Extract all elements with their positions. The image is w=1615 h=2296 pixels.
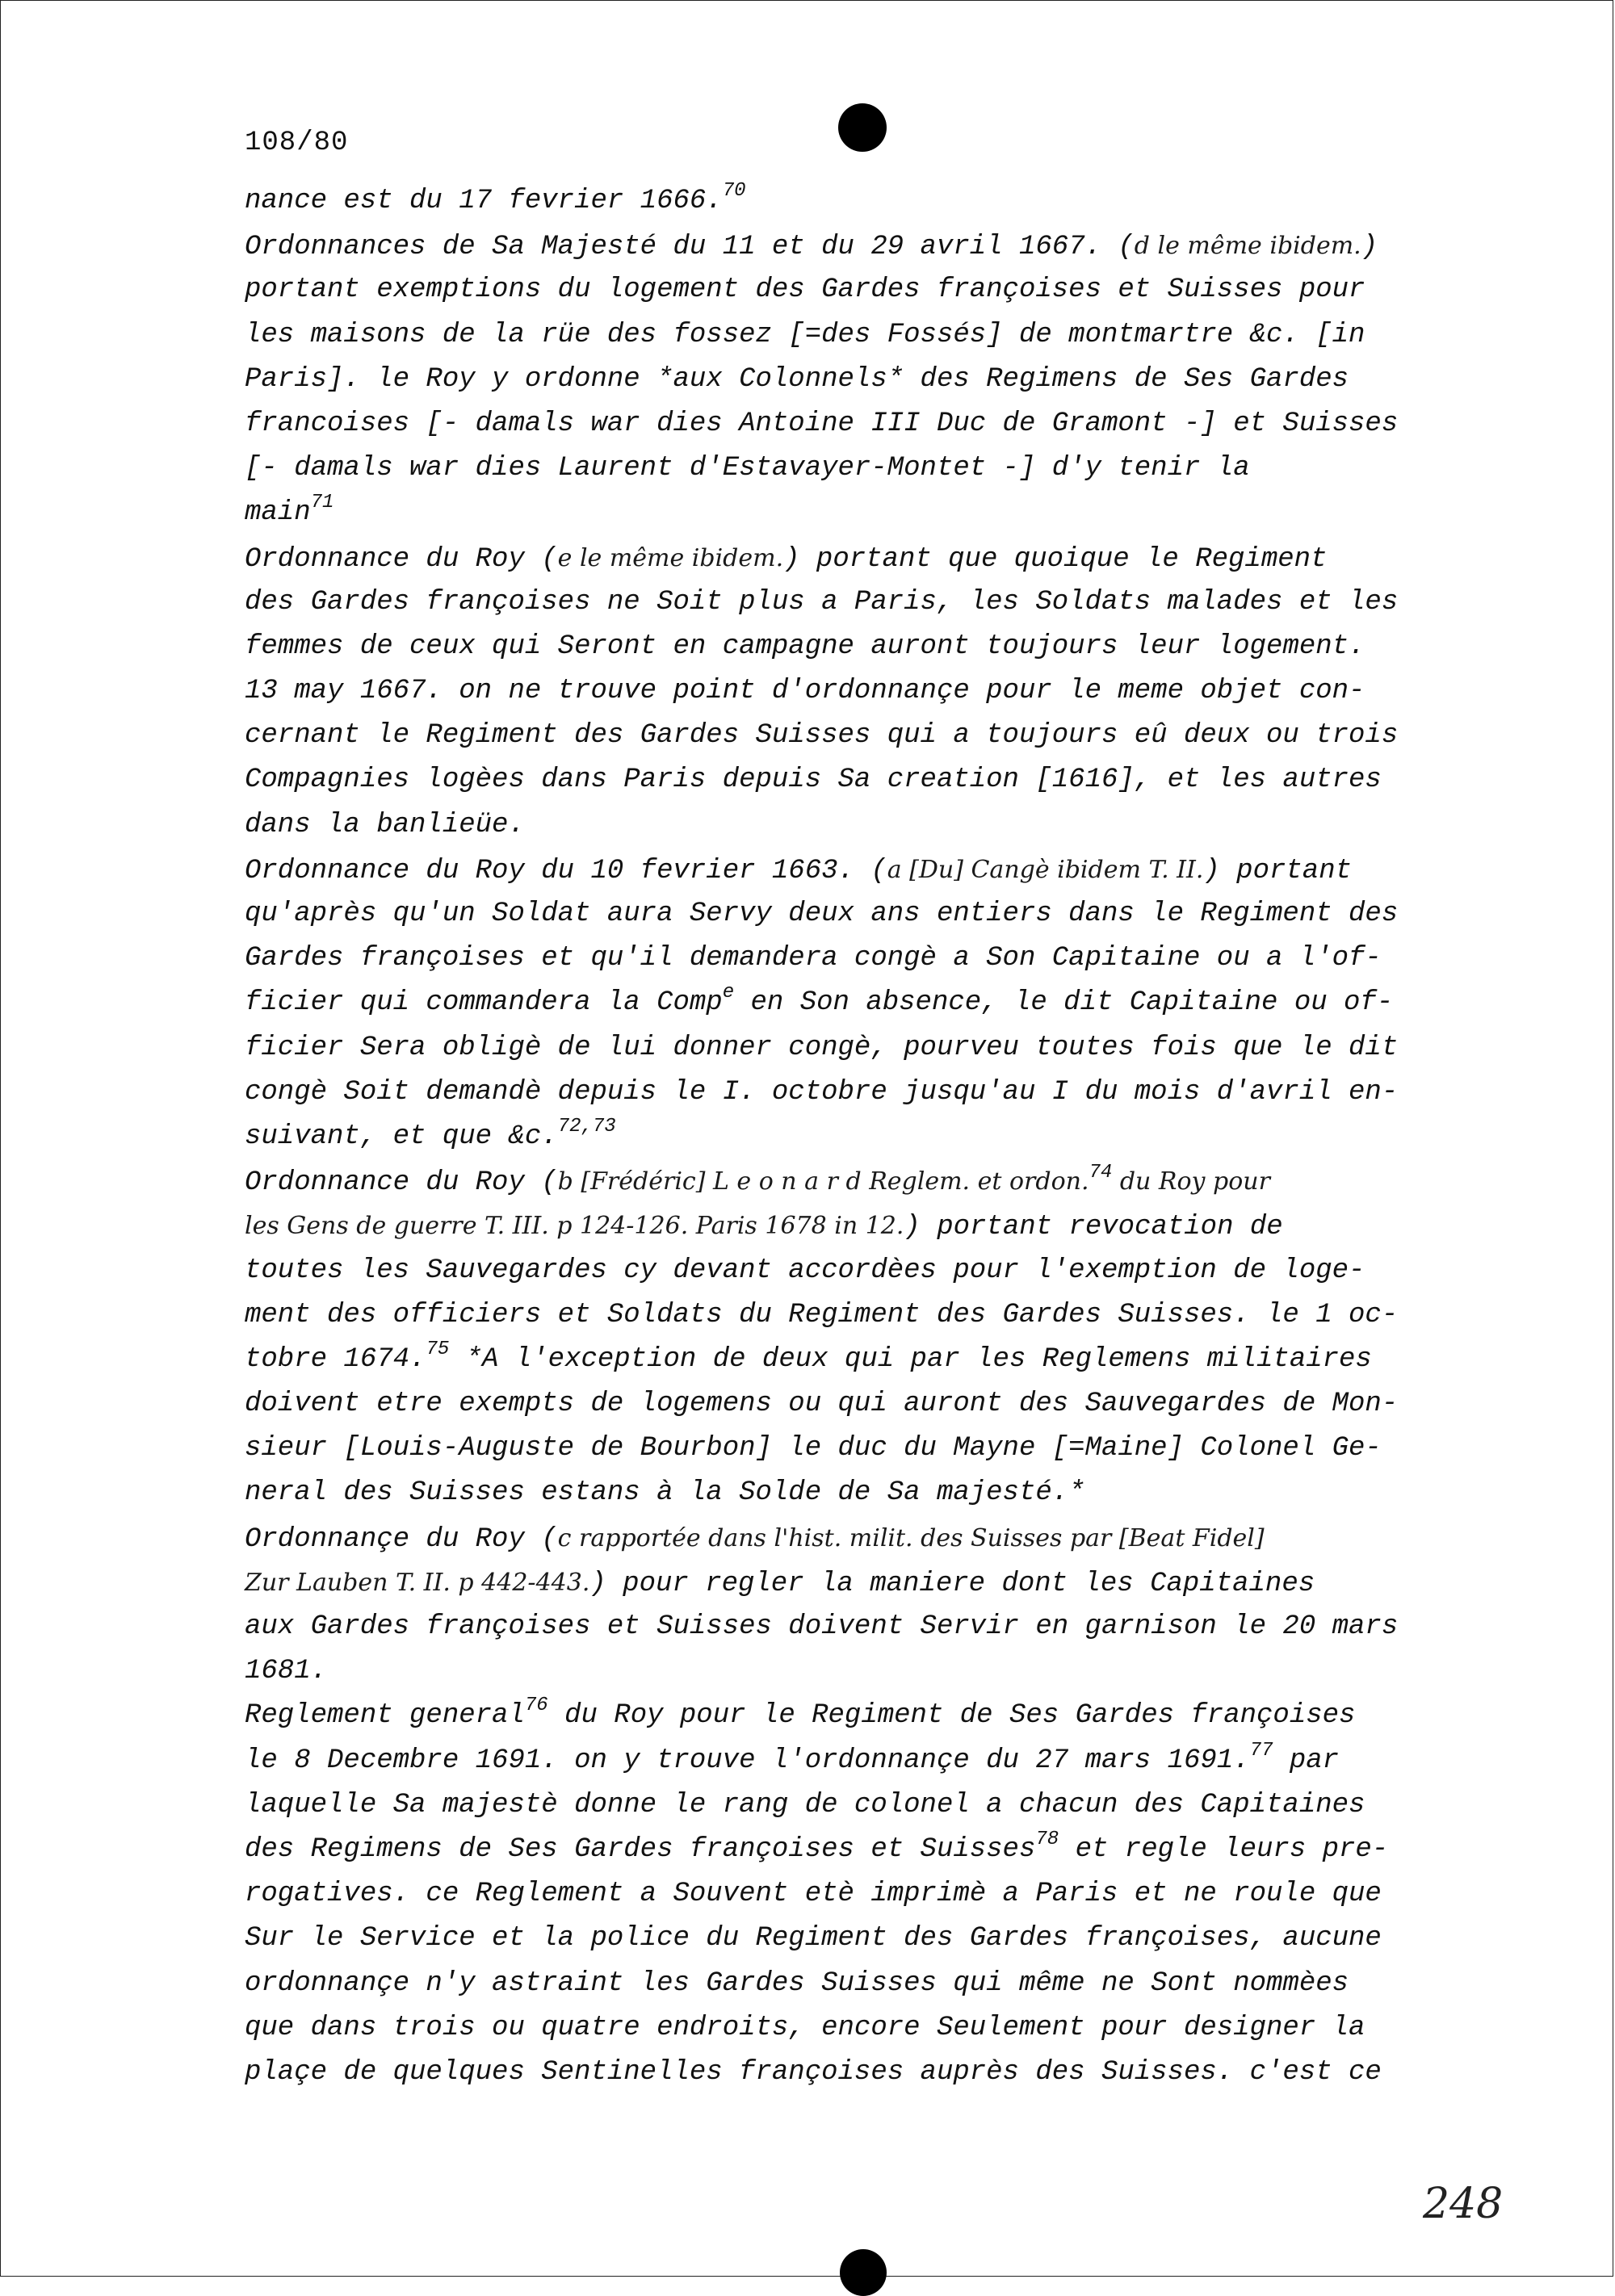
archive-number-handwritten: 248 bbox=[1423, 2180, 1504, 2228]
text-span: 13 may 1667. on ne trouve point d'ordonnançe pour le meme objet con- bbox=[245, 676, 1365, 707]
text-line bbox=[245, 669, 1512, 714]
footnote-marker: 75 bbox=[426, 1338, 450, 1360]
footnote-marker: e bbox=[722, 982, 735, 1004]
text-line bbox=[245, 358, 1512, 402]
text-span: Ordonnançe du Roy ( bbox=[245, 1523, 558, 1555]
text-line bbox=[245, 268, 1512, 312]
text-span: le 8 Decembre 1691. on y trouve l'ordonnançe du 27 mars 1691. bbox=[245, 1745, 1250, 1776]
punch-hole bbox=[840, 2249, 887, 2296]
text-span: que dans trois ou quatre endroits, encore Seulement pour designer la bbox=[245, 2012, 1365, 2043]
text-span: plaçe de quelques Sentinelles françoises auprès des Suisses. c'est ce bbox=[245, 2056, 1382, 2088]
footnote-marker: 78 bbox=[1035, 1828, 1059, 1850]
text-line bbox=[245, 1516, 1512, 1561]
text-line bbox=[245, 1649, 1512, 1694]
text-line bbox=[245, 1070, 1512, 1115]
text-line bbox=[245, 1872, 1512, 1917]
text-line bbox=[245, 1605, 1512, 1649]
text-line bbox=[245, 1783, 1512, 1828]
text-line bbox=[245, 2051, 1512, 2095]
text-line bbox=[245, 981, 1512, 1025]
text-line bbox=[245, 313, 1512, 358]
text-line bbox=[245, 803, 1512, 848]
text-span: suivant, et que &c. bbox=[245, 1121, 558, 1152]
text-span: *A l'exception de deux qui par les Reglemens militaires bbox=[449, 1343, 1372, 1375]
text-span: main bbox=[245, 497, 311, 529]
handwritten-annotation: les Gens de guerre T. III. p 124-126. Paris 1678 in 12. bbox=[245, 1212, 904, 1241]
text-line bbox=[245, 446, 1512, 491]
text-span: ficier Sera obligè de lui donner congè, pourveu toutes fois que le dit bbox=[245, 1032, 1399, 1063]
text-line bbox=[245, 714, 1512, 758]
text-span: Compagnies logèes dans Paris depuis Sa creation [1616], et les autres bbox=[245, 765, 1382, 796]
text-span: ficier qui commandera la Comp bbox=[245, 987, 723, 1019]
page-number: 108/80 bbox=[245, 128, 349, 158]
text-span: portant exemptions du logement des Gardes françoises et Suisses pour bbox=[245, 274, 1365, 306]
text-line bbox=[245, 892, 1512, 936]
text-span: ) portant revocation de bbox=[904, 1212, 1283, 1243]
text-line bbox=[245, 1026, 1512, 1070]
text-span: doivent etre exempts de logemens ou qui auront des Sauvegardes de Mon- bbox=[245, 1389, 1399, 1420]
text-line bbox=[245, 1917, 1512, 1961]
text-line bbox=[245, 1249, 1512, 1293]
footnote-marker: 72,73 bbox=[557, 1115, 616, 1138]
text-line bbox=[245, 936, 1512, 981]
text-line bbox=[245, 1471, 1512, 1515]
text-span: sieur [Louis-Auguste de Bourbon] le duc du Mayne [=Maine] Colonel Ge- bbox=[245, 1433, 1382, 1464]
text-line bbox=[245, 1338, 1512, 1382]
text-span: rogatives. ce Reglement a Souvent etè imprimè a Paris et ne roule que bbox=[245, 1879, 1382, 1910]
text-line bbox=[245, 1159, 1512, 1204]
text-span: ordonnançe n'y astraint les Gardes Suisses qui même ne Sont nommèes bbox=[245, 1967, 1349, 1999]
text-span: cernant le Regiment des Gardes Suisses qui a toujours eû deux ou trois bbox=[245, 720, 1399, 752]
text-span: laquelle Sa majestè donne le rang de colonel a chacun des Capitaines bbox=[245, 1789, 1365, 1820]
handwritten-annotation: du Roy pour bbox=[1112, 1167, 1270, 1196]
text-span: femmes de ceux qui Seront en campagne auront toujours leur logement. bbox=[245, 631, 1365, 662]
text-span: dans la banlieüe. bbox=[245, 809, 525, 840]
text-span: toutes les Sauvegardes cy devant accordèes pour l'exemption de loge- bbox=[245, 1255, 1365, 1286]
text-span: ment des officiers et Soldats du Regiment des Gardes Suisses. le 1 oc- bbox=[245, 1299, 1399, 1330]
footnote-marker: 74 bbox=[1089, 1162, 1113, 1184]
text-span: des Regimens de Ses Gardes françoises et Suisses bbox=[245, 1833, 1036, 1865]
text-span: ) portant que quoique le Regiment bbox=[783, 543, 1328, 575]
body-text bbox=[245, 179, 1512, 2095]
handwritten-annotation: c rapportée dans l'hist. milit. des Suisses par [Beat Fidel] bbox=[557, 1523, 1265, 1552]
text-line bbox=[245, 402, 1512, 446]
text-line bbox=[245, 1828, 1512, 1872]
punch-hole bbox=[838, 103, 887, 152]
text-line bbox=[245, 758, 1512, 802]
text-span: ) pour regler la maniere dont les Capitaines bbox=[589, 1568, 1315, 1599]
text-line bbox=[245, 536, 1512, 580]
text-span: en Son absence, le dit Capitaine ou of- bbox=[734, 987, 1394, 1019]
text-span: Ordonnances de Sa Majesté du 11 et du 29 avril 1667. ( bbox=[245, 232, 1135, 263]
text-line bbox=[245, 1204, 1512, 1248]
text-span: qu'après qu'un Soldat aura Servy deux ans entiers dans le Regiment des bbox=[245, 899, 1399, 929]
text-span: les maisons de la rüe des fossez [=des Fossés] de montmartre &c. [in bbox=[245, 319, 1365, 350]
text-span: Sur le Service et la police du Regiment des Gardes françoises, aucune bbox=[245, 1923, 1382, 1955]
text-span: Gardes françoises et qu'il demandera congè a Son Capitaine ou a l'of- bbox=[245, 943, 1382, 974]
text-span: des Gardes françoises ne Soit plus a Paris, les Soldats malades et les bbox=[245, 586, 1399, 618]
handwritten-annotation: a [Du] Cangè ibidem T. II. bbox=[887, 855, 1204, 884]
text-span: 1681. bbox=[245, 1656, 328, 1687]
handwritten-annotation: Zur Lauben T. II. p 442-443. bbox=[245, 1568, 590, 1597]
footnote-marker: 70 bbox=[722, 180, 746, 202]
text-span: nance est du 17 fevrier 1666. bbox=[245, 186, 723, 216]
text-line bbox=[245, 625, 1512, 669]
text-line bbox=[245, 1427, 1512, 1471]
text-span: aux Gardes françoises et Suisses doivent Servir en garnison le 20 mars bbox=[245, 1611, 1399, 1642]
text-span: Ordonnance du Roy ( bbox=[245, 1167, 558, 1199]
text-span: Paris]. le Roy y ordonne *aux Colonnels* des Regimens de Ses Gardes bbox=[245, 363, 1349, 395]
footnote-marker: 77 bbox=[1249, 1739, 1273, 1762]
text-span: Ordonnance du Roy ( bbox=[245, 543, 558, 575]
text-span: par bbox=[1273, 1745, 1340, 1776]
text-line bbox=[245, 580, 1512, 625]
text-line bbox=[245, 1962, 1512, 2006]
text-line bbox=[245, 1382, 1512, 1427]
handwritten-annotation: d le même ibidem. bbox=[1134, 232, 1361, 261]
text-span: ) portant bbox=[1203, 855, 1353, 886]
text-span: Reglement general bbox=[245, 1700, 525, 1732]
text-span: ) bbox=[1361, 232, 1378, 263]
footnote-marker: 76 bbox=[524, 1695, 548, 1717]
text-span: et regle leurs pre- bbox=[1059, 1833, 1389, 1865]
text-line bbox=[245, 1115, 1512, 1159]
handwritten-annotation: e le même ibidem. bbox=[557, 543, 784, 572]
text-span: du Roy pour le Regiment de Ses Gardes françoises bbox=[547, 1700, 1356, 1732]
text-span: congè Soit demandè depuis le I. octobre jusqu'au I du mois d'avril en- bbox=[245, 1076, 1399, 1108]
text-line bbox=[245, 491, 1512, 535]
text-span: tobre 1674. bbox=[245, 1343, 426, 1375]
text-span: francoises [- damals war dies Antoine III Duc de Gramont -] et Suisses bbox=[245, 408, 1399, 439]
text-line bbox=[245, 1739, 1512, 1783]
text-line bbox=[245, 848, 1512, 892]
text-span: Ordonnance du Roy du 10 fevrier 1663. ( bbox=[245, 855, 887, 886]
text-line bbox=[245, 179, 1512, 224]
footnote-marker: 71 bbox=[310, 492, 334, 514]
text-line bbox=[245, 224, 1512, 268]
text-span: neral des Suisses estans à la Solde de Sa majesté.* bbox=[245, 1477, 1085, 1509]
handwritten-annotation: b [Frédéric] L e o n a r d Reglem. et ordon. bbox=[557, 1167, 1089, 1196]
text-line bbox=[245, 1694, 1512, 1738]
text-span: [- damals war dies Laurent d'Estavayer-Montet -] d'y tenir la bbox=[245, 453, 1250, 484]
text-line bbox=[245, 1293, 1512, 1338]
text-line bbox=[245, 2006, 1512, 2051]
text-line bbox=[245, 1561, 1512, 1605]
